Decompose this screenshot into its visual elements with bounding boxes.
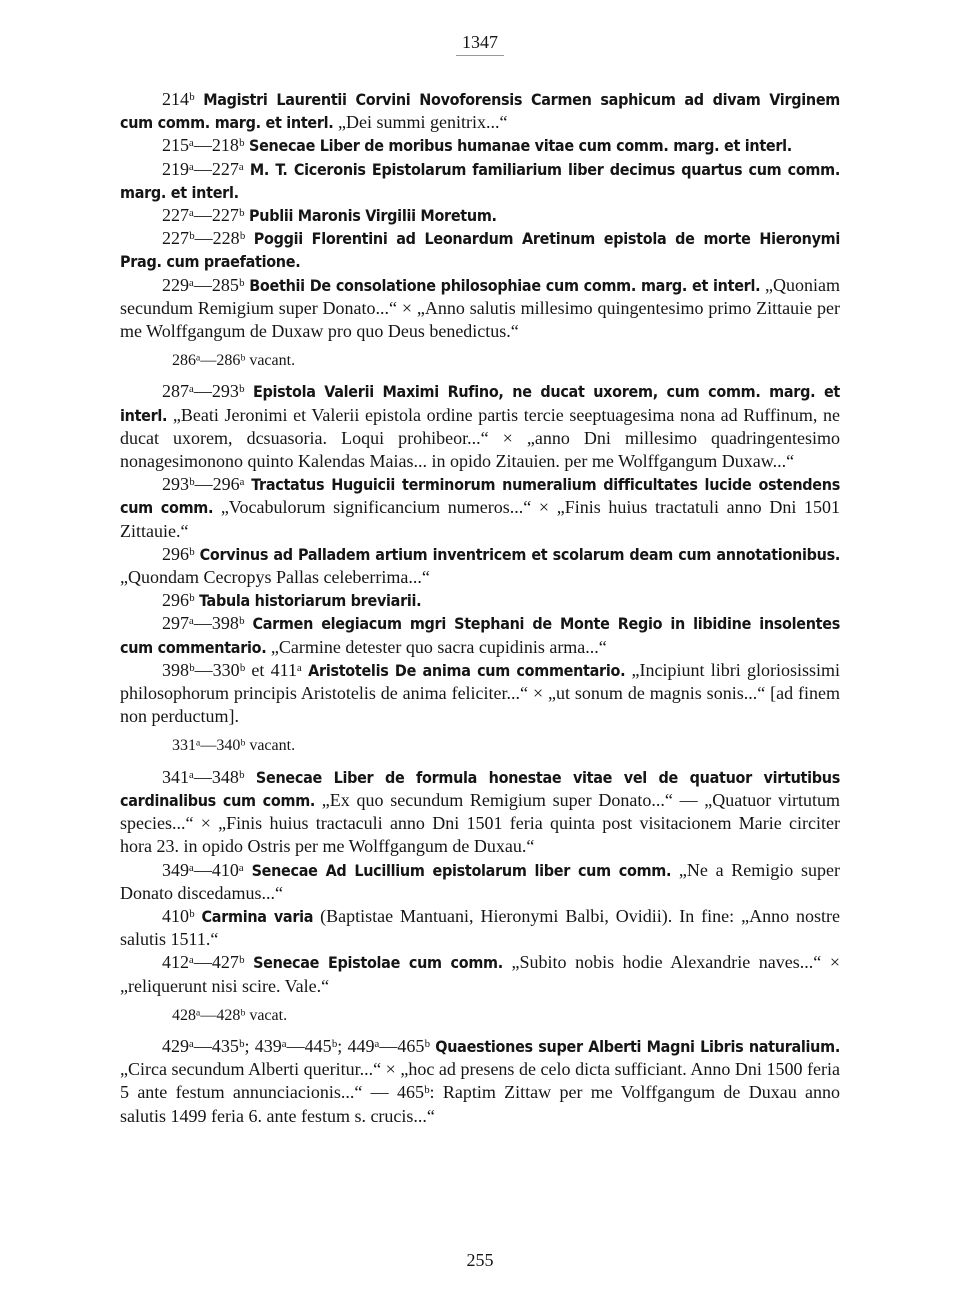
catalogue-entry [120,543,840,589]
entry-title: Carmina varia [201,906,314,926]
entry-text: vacant. [245,352,296,370]
vacant-entry [120,734,840,757]
folio-range: 428ᵃ—428ᵇ [172,1006,246,1024]
entry-text: „Quoniam secundum Remigium super Donato...“ × „Anno salutis millesimo quingentesimo primo Zittauie per me Wolffgangum de Duxaw pro quo Deus benedictus.“ [120,274,841,342]
catalogue-entry [120,473,840,543]
entry-title: Senecae Ad Lucillium epistolarum liber cum comm. [251,860,672,880]
catalogue-entry [120,612,840,658]
vacant-entry [120,1004,840,1027]
entry-title: Tractatus Huguicii terminorum numeralium difficultates lucide ostendens cum comm. [120,475,840,518]
folio-range: 331ᵃ—340ᵇ [172,737,246,755]
catalogue-entry [120,134,840,157]
folio-range: 296ᵇ [162,543,195,564]
entry-title: Magistri Laurentii Corvini Novoforensis Carmen saphicum ad divam Virginem cum comm. marg. et interl. [120,90,840,133]
entry-text: „Carmine detester quo sacra cupidinis arma...“ [266,636,607,657]
folio-range: 214ᵇ [162,89,195,109]
folio-range: 227ᵇ—228ᵇ [162,228,246,249]
entry-text: „Dei summi genitrix...“ [333,112,508,133]
folio-range: 293ᵇ—296ᵃ [162,474,245,495]
entry-title: Senecae Liber de moribus humanae vitae cum comm. marg. et interl. [249,136,792,156]
catalogue-entry [120,88,840,134]
entry-title: Senecae Epistolae cum comm. [253,953,503,973]
catalogue-entry [120,659,840,729]
header-page-number: 1347 [462,32,498,52]
catalogue-entry [120,951,840,997]
entry-title: Aristotelis De anima cum commentario. [308,660,626,680]
header-rule [456,55,504,56]
folio-range: 215ᵃ—218ᵇ [162,135,245,156]
folio-range: 229ᵃ—285ᵇ [162,274,245,295]
entry-text: vacant. [245,737,296,755]
entry-title: M. T. Ciceronis Epistolarum familiarium liber decimus quartus cum comm. marg. et interl. [120,159,840,202]
folio-range: 287ᵃ—293ᵇ [162,381,245,402]
vacant-entry [120,349,840,372]
catalogue-entry [120,274,840,344]
catalogue-entry [120,227,840,273]
folio-range: 286ᵃ—286ᵇ [172,352,246,370]
footer-page-number: 255 [466,1250,494,1270]
folio-range: 349ᵃ—410ᵃ [162,859,244,880]
entry-text: vacat. [245,1006,288,1024]
page-header [0,32,960,56]
entry-text: „Ex quo secundum Remigium super Donato...“ — „Quatuor virtutum species...“ × „Finis huius tractaculi anno Dni 1501 feria quinta post visitacionem Marie circiter hora 23. in opido Ostris per me Wolffgangum de Duxau.“ [120,789,840,857]
catalogue-entry [120,589,840,612]
folio-range: 341ᵃ—348ᵇ [162,766,245,787]
entry-text: „Incipiunt libri gloriosissimi philosophorum principis Aristotelis de anima feliciter...“ × „ut sonum de magnis sonis...“ [ad finem non perductum]. [120,659,841,727]
entry-title: Boethii De consolatione philosophiae cum comm. marg. et interl. [249,275,761,295]
catalogue-entry [120,859,840,905]
folio-range: 412ᵃ—427ᵇ [162,952,245,973]
catalogue-entry [120,380,840,473]
entry-text: „Subito nobis hodie Alexandrie naves...“ × „reliquerunt nisi scire. Vale.“ [120,952,841,996]
folio-range: 297ᵃ—398ᵇ [162,613,245,634]
catalogue-entry [120,905,840,951]
entry-title: Epistola Valerii Maximi Rufino, ne ducat uxorem, cum comm. marg. et interl. [120,382,840,425]
catalogue-entry [120,204,840,227]
entry-title: Corvinus ad Palladem artium inventricem et scolarum deam cum annotationibus. [199,544,841,564]
catalogue-entry [120,766,840,859]
catalogue-entries [120,88,840,1128]
entry-title: Senecae Liber de formula honestae vitae vel de quatuor virtutibus cardinalibus cum comm. [120,767,840,810]
entry-title: Poggii Florentini ad Leonardum Aretinum epistola de morte Hieronymi Prag. cum praefatione. [120,229,840,272]
entry-text: „Circa secundum Alberti queritur...“ × „hoc ad presens de celo dicta sufficiant. Anno Dni 1500 feria 5 ante festum annunciacionis...“ — 465ᵇ: Raptim Zittaw per me Volffgangum de Duxau anno salutis 1499 feria 6. ante festum s. crucis...“ [120,1059,840,1126]
folio-range: 398ᵇ—330ᵇ et 411ᵃ [162,659,302,680]
folio-range: 410ᵇ [162,905,195,926]
entry-text: „Vocabulorum significancium numeros...“ × „Finis huius tractatuli anno Dni 1501 Zittauie.“ [120,497,841,541]
entry-title: Carmen elegiacum mgri Stephani de Monte Regio in libidine insolentes cum commentario. [120,614,840,657]
folio-range: 296ᵇ [162,590,195,611]
entry-text: „Beati Jeronimi et Valerii epistola ordine partis tercie seeptuagesima nona ad Ruffinum, ne ducat uxorem, dcsuasoria. Loqui prohibeor...“ × „anno Dni millesimo quadringentesimo nonagesimonono quinto Kalendas Maias... in opido Zitauien. per me Wolffgangum Duxaw...“ [120,404,840,472]
entry-title: Publii Maronis Virgilii Moretum. [249,206,497,226]
folio-range: 227ᵃ—227ᵇ [162,205,245,226]
page-footer [0,1250,960,1271]
catalogue-entry [120,1035,840,1128]
folio-range: 219ᵃ—227ᵃ [162,158,244,179]
catalogue-entry [120,158,840,204]
entry-title: Tabula historiarum breviarii. [199,591,422,611]
entry-text: (Baptistae Mantuani, Hieronymi Balbi, Ovidii). In fine: „Anno nostre salutis 1511.“ [120,905,840,950]
folio-range: 429ᵃ—435ᵇ; 439ᵃ—445ᵇ; 449ᵃ—465ᵇ [162,1035,431,1056]
entry-text: „Ne a Remigio super Donato discedamus...“ [120,859,841,903]
entry-text: „Quondam Cecropys Pallas celeberrima...“ [120,567,430,588]
entry-title: Quaestiones super Alberti Magni Libris naturalium. [435,1036,841,1056]
